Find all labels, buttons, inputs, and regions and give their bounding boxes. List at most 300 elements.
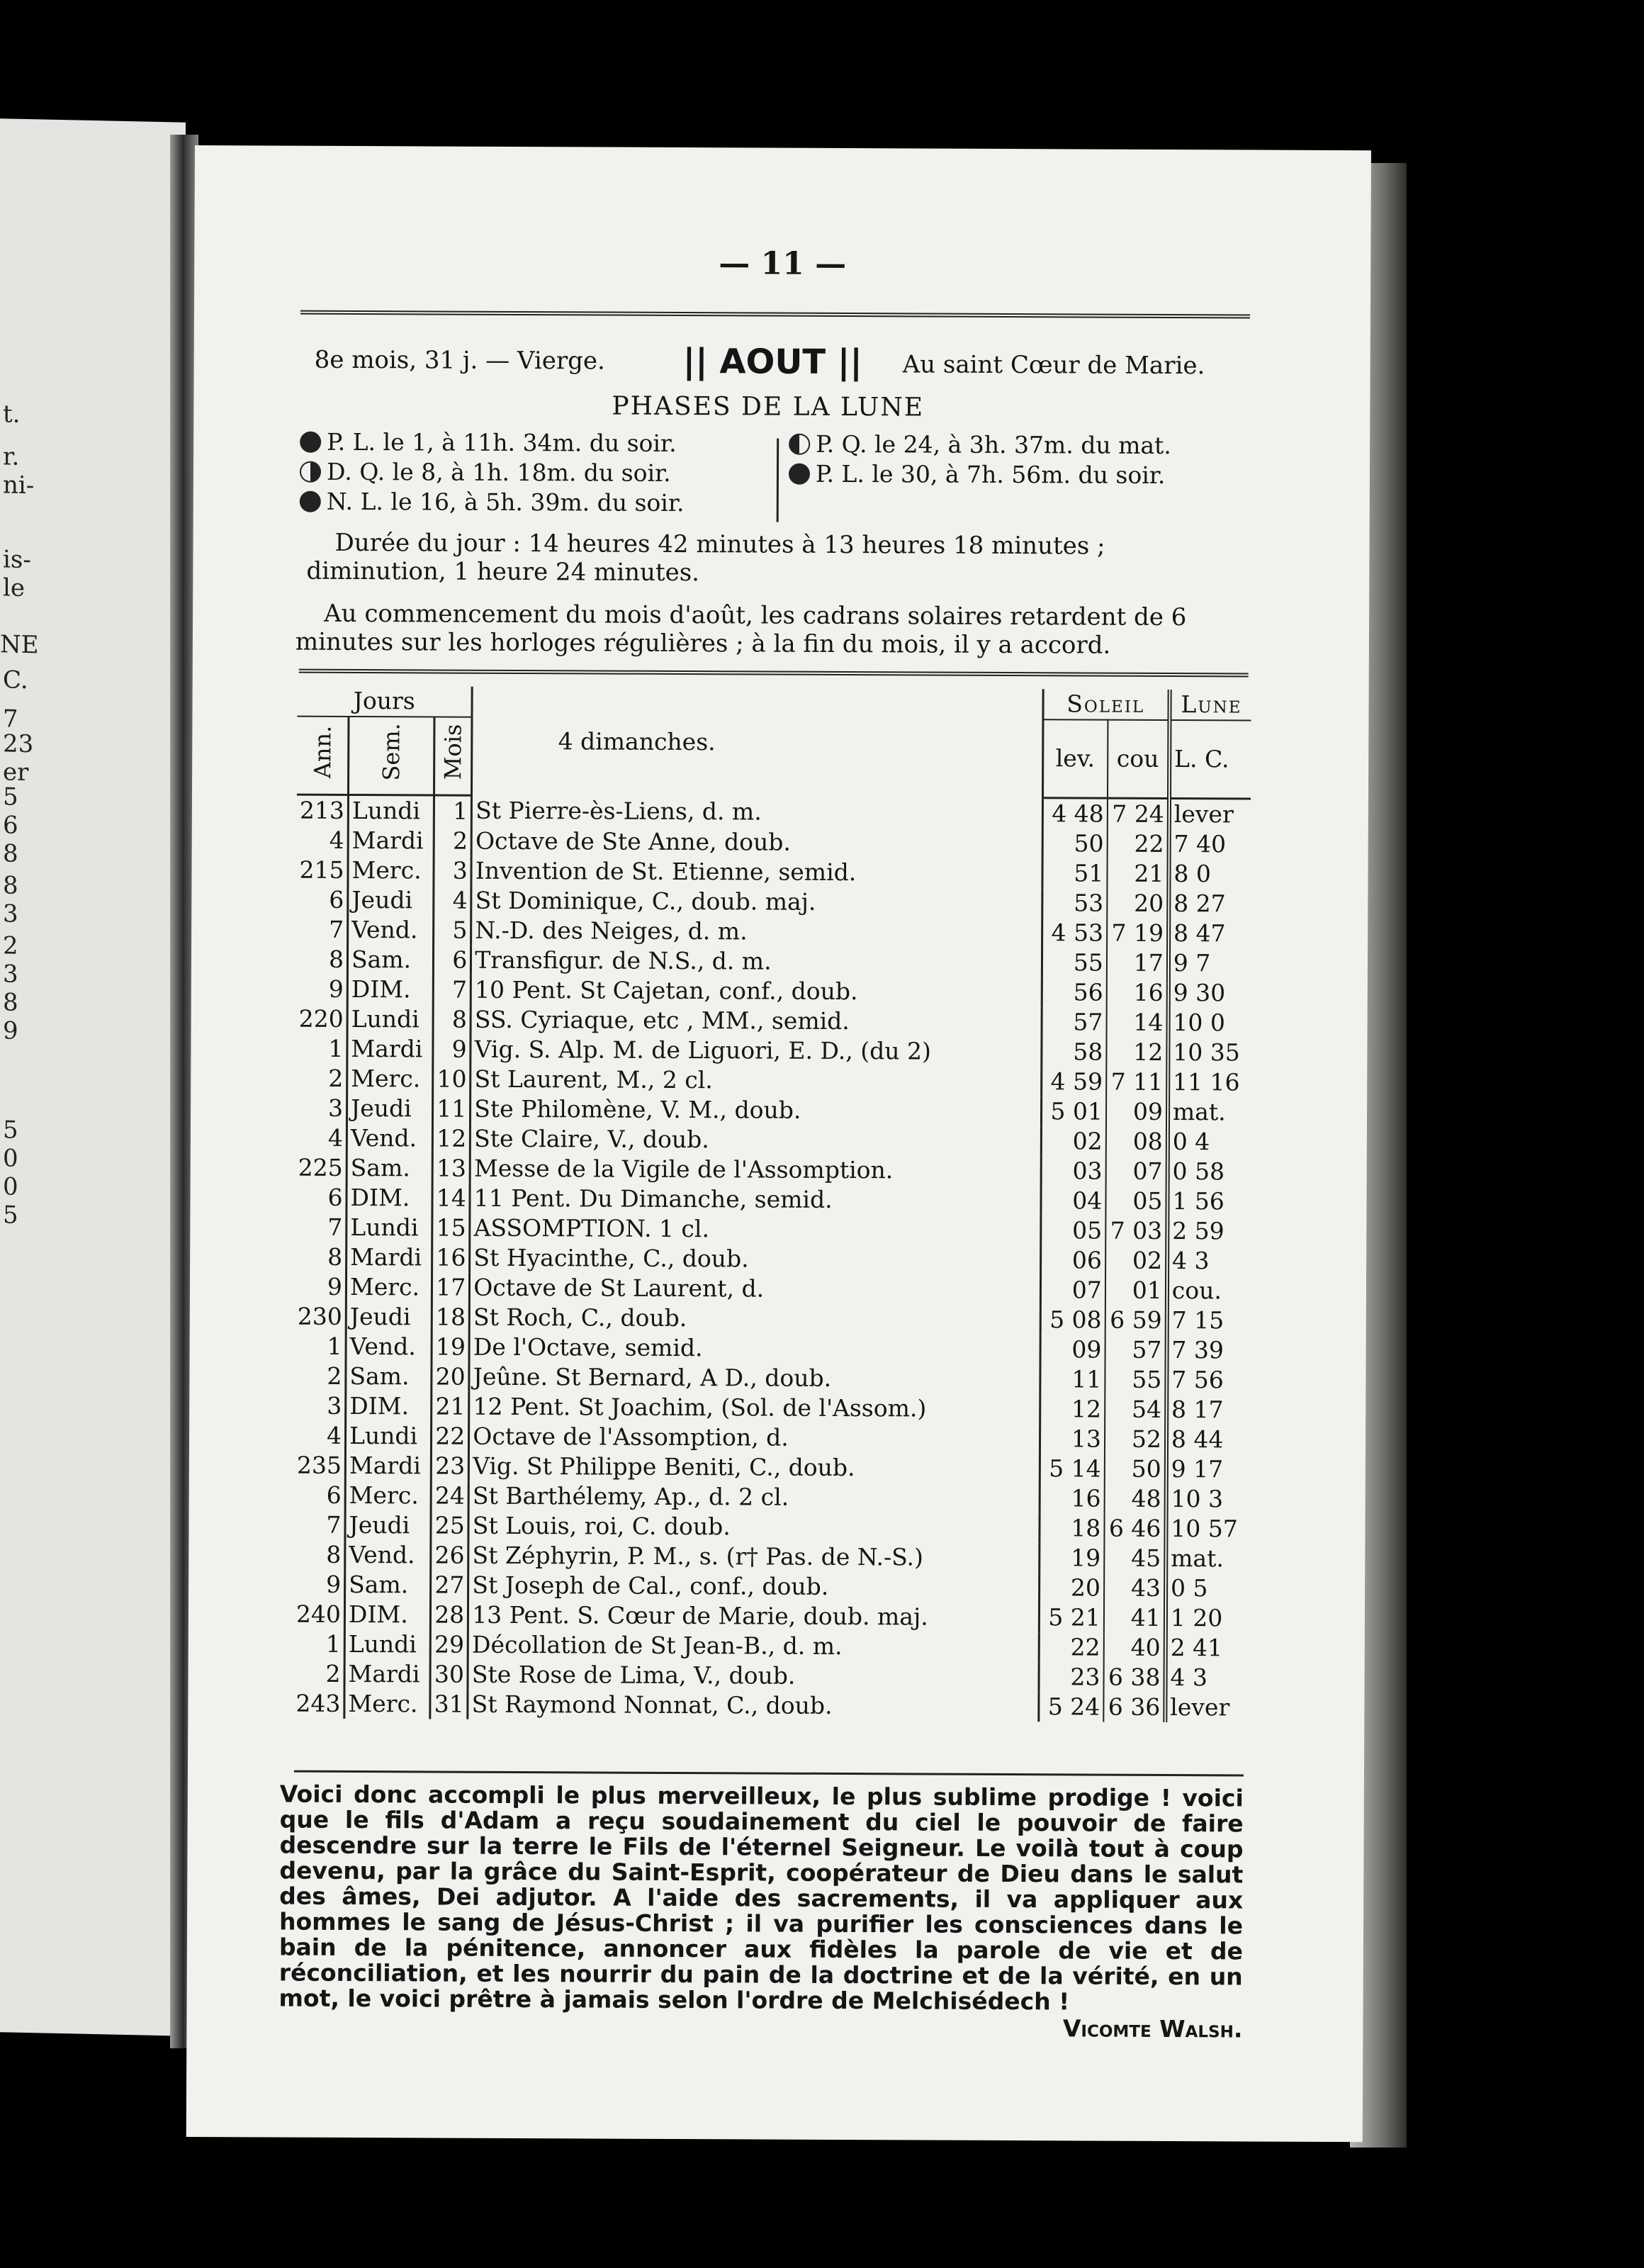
- calendar-row: [296, 914, 1250, 948]
- month-info: 8e mois, 31 j. — Vierge.: [314, 345, 605, 376]
- moon-cell: 1 20: [1170, 1603, 1223, 1632]
- ann-cell: 6: [295, 1182, 347, 1212]
- moon-cell: 0 4: [1172, 1127, 1210, 1155]
- left-page-fragment: 8: [3, 871, 18, 900]
- day-cell: 29: [430, 1629, 468, 1659]
- day-cell: 7: [433, 975, 471, 1004]
- weekday-cell: DIM.: [347, 1182, 432, 1213]
- new-moon-icon: [300, 491, 321, 512]
- ann-cell: 215: [296, 855, 348, 885]
- ann-cell: 4: [294, 1420, 346, 1450]
- saint-cell: Octave de Ste Anne, doub.: [471, 826, 1042, 858]
- day-cell: 21: [432, 1391, 469, 1421]
- sunrise-cell: 51: [1042, 858, 1108, 888]
- sunrise-cell: 20: [1039, 1573, 1104, 1602]
- saint-cell: Vig. S. Alp. M. de Liguori, E. D., (du 2): [471, 1034, 1041, 1067]
- saint-cell: Messe de la Vigile de l'Assomption.: [470, 1153, 1040, 1186]
- left-page-fragment: er: [3, 758, 29, 787]
- sunrise-cell: 11: [1040, 1364, 1105, 1394]
- sundial-note: Au commencement du mois d'août, les cadrans solaires retardent de 6 minutes sur les horloges régulières ; à la fin du mois, il y a accord.: [295, 599, 1187, 660]
- day-cell: 27: [431, 1570, 468, 1600]
- ann-cell: 4: [295, 1123, 347, 1152]
- phase-full-moon-1: P. L. le 1, à 11h. 34m. du soir.: [300, 428, 677, 457]
- saint-cell: N.-D. des Neiges, d. m.: [471, 915, 1042, 948]
- moon-cell: 9 17: [1171, 1454, 1224, 1483]
- saint-cell: Transfigur. de N.S., d. m.: [471, 945, 1042, 977]
- ann-cell: 8: [295, 1242, 347, 1271]
- moon-cell: cou.: [1171, 1276, 1222, 1304]
- calendar-row: [293, 1569, 1247, 1603]
- day-cell: 31: [430, 1689, 468, 1719]
- calendar-row: [295, 1182, 1249, 1216]
- sunset-cell: 55: [1105, 1364, 1166, 1394]
- left-page-fragment: 8: [3, 839, 18, 868]
- sunrise-cell: 23: [1039, 1662, 1104, 1692]
- sunrise-cell: 58: [1041, 1037, 1106, 1067]
- moon-cell: 10 35: [1173, 1038, 1240, 1066]
- calendar-row: [293, 1539, 1247, 1573]
- saint-cell: SS. Cyriaque, etc , MM., semid.: [471, 1004, 1041, 1037]
- calendar-row: [296, 974, 1250, 1008]
- sunset-cell: 7 24: [1108, 798, 1169, 829]
- saint-cell: Octave de l'Assomption, d.: [469, 1421, 1040, 1454]
- calendar-row: [295, 1271, 1249, 1306]
- weekday-cell: Sam.: [345, 1569, 431, 1600]
- day-cell: 8: [433, 1004, 471, 1034]
- moon-cell: 8 44: [1171, 1425, 1224, 1453]
- left-page-fragment: 6: [3, 811, 18, 840]
- moon-cell: 10 57: [1171, 1514, 1238, 1542]
- moon-cell: 7 40: [1173, 829, 1227, 858]
- weekday-cell: Lundi: [347, 1004, 433, 1034]
- calendar-row: [295, 1301, 1249, 1335]
- saint-cell: St Roch, C., doub.: [469, 1302, 1040, 1335]
- sunset-cell: 6 59: [1105, 1305, 1167, 1335]
- day-cell: 23: [432, 1451, 469, 1481]
- calendar-row: [293, 1629, 1247, 1663]
- moon-cell: 4 3: [1170, 1663, 1208, 1691]
- sunrise-cell: 5 01: [1041, 1096, 1106, 1126]
- left-facing-page: [0, 118, 186, 2036]
- ann-cell: 9: [293, 1569, 345, 1599]
- sunrise-cell: 5 21: [1039, 1602, 1104, 1632]
- sunset-cell: 6 46: [1104, 1513, 1166, 1543]
- calendar-rows: [293, 795, 1251, 1722]
- sunrise-cell: 5 14: [1040, 1454, 1105, 1483]
- closing-quote: Voici donc accompli le plus merveilleux, le plus sublime prodige ! voici que le fils d'Adam a reçu soudainement du ciel le pouvoir de faire descendre sur la terre le Fils de l'éternel Seigneur. Le voilà tout à coup devenu, par la grâce du Saint-Esprit, coopérateur de Dieu dans le salut des âmes, Dei adjutor. A l'aide des sacrements, il va appliquer aux hommes le sang de Jésus-Christ ; il va purifier les consciences dans le bain de la pénitence, annoncer aux fidèles la parole de vie et de réconciliation, et les nourrir du pain de la doctrine et de la vérité, en un mot, le voici prêtre à jamais selon l'ordre de Melchisédech ! Vicomte Walsh.: [278, 1780, 1244, 2043]
- ann-cell: 2: [295, 1063, 347, 1093]
- phase-first-quarter: P. Q. le 24, à 3h. 37m. du mat.: [789, 430, 1171, 459]
- weekday-cell: Mardi: [347, 1033, 433, 1064]
- full-moon-icon: [300, 432, 321, 453]
- calendar-table: [293, 686, 1251, 1722]
- sunset-cell: 6 36: [1103, 1692, 1165, 1722]
- phases-divider: [777, 439, 779, 522]
- left-page-fragment: 2: [3, 931, 18, 960]
- moon-cell: 4 3: [1171, 1246, 1210, 1274]
- month-dedication: Au saint Cœur de Marie.: [902, 350, 1205, 381]
- table-top-rule: [299, 669, 1249, 678]
- page-number: — 11 —: [719, 245, 847, 283]
- almanac-page: [186, 145, 1371, 2142]
- saint-cell: St Hyacinthe, C., doub.: [470, 1242, 1040, 1275]
- sunrise-cell: 09: [1040, 1335, 1105, 1364]
- sunrise-cell: 53: [1042, 888, 1107, 918]
- day-cell: 6: [434, 945, 471, 975]
- moon-cell: 7 39: [1171, 1335, 1224, 1364]
- ann-cell: 243: [293, 1688, 344, 1718]
- left-page-fragment: 7: [3, 704, 18, 734]
- moon-cell: 2 59: [1172, 1216, 1224, 1245]
- calendar-row: [296, 855, 1250, 889]
- sunset-cell: 41: [1104, 1602, 1166, 1632]
- sunrise-cell: 04: [1041, 1186, 1106, 1216]
- phases-title: PHASES DE LA LUNE: [612, 391, 925, 422]
- saint-cell: ASSOMPTION. 1 cl.: [470, 1213, 1040, 1245]
- saint-cell: St Pierre-ès-Liens, d. m.: [472, 795, 1042, 829]
- moon-cell: lever: [1173, 799, 1234, 828]
- calendar-row: [295, 1331, 1249, 1365]
- saint-cell: Ste Philomène, V. M., doub.: [471, 1094, 1041, 1126]
- saint-cell: St Joseph de Cal., conf., doub.: [468, 1570, 1039, 1602]
- day-cell: 12: [433, 1123, 471, 1153]
- jours-header: Jours: [297, 686, 472, 717]
- day-cell: 4: [434, 885, 471, 915]
- calendar-row: [296, 885, 1250, 919]
- weekday-cell: Jeudi: [345, 1510, 431, 1540]
- moon-cell: 8 0: [1173, 859, 1211, 887]
- calendar-row: [295, 1093, 1249, 1127]
- left-page-fragment: le: [3, 573, 25, 602]
- calendar-row: [295, 1123, 1249, 1157]
- saint-cell: Jeûne. St Bernard, A D., doub.: [469, 1362, 1040, 1394]
- sunrise-cell: 06: [1040, 1245, 1105, 1275]
- left-page-fragment: 8: [3, 988, 18, 1017]
- weekday-cell: Vend.: [347, 1123, 432, 1153]
- day-cell: 18: [432, 1302, 469, 1332]
- sunrise-cell: 18: [1039, 1513, 1104, 1543]
- lune-header: Lune: [1169, 690, 1251, 721]
- sunrise-cell: 5 08: [1040, 1305, 1105, 1335]
- phase-last-quarter: D. Q. le 8, à 1h. 18m. du soir.: [300, 458, 671, 487]
- left-page-fragment: 5: [3, 1201, 18, 1230]
- first-quarter-moon-icon: [789, 434, 810, 455]
- weekday-cell: DIM.: [344, 1599, 430, 1629]
- day-cell: 1: [434, 795, 472, 826]
- ann-cell: 8: [293, 1539, 345, 1569]
- sunset-cell: 7 19: [1107, 918, 1169, 948]
- calendar-row: [294, 1450, 1248, 1484]
- left-page-fragment: 3: [3, 960, 18, 989]
- ann-cell: 235: [294, 1450, 346, 1480]
- soleil-header: Soleil: [1043, 689, 1170, 720]
- sunrise-cell: 07: [1040, 1275, 1105, 1305]
- saint-cell: St Zéphyrin, P. M., s. (r† Pas. de N.-S.): [468, 1540, 1039, 1573]
- left-page-fragment: 5: [3, 1116, 18, 1145]
- sunrise-cell: 22: [1039, 1632, 1104, 1662]
- saint-cell: St Louis, roi, C. doub.: [468, 1510, 1039, 1543]
- weekday-cell: Lundi: [347, 1212, 432, 1242]
- ann-cell: 3: [294, 1391, 346, 1420]
- left-page-fragment: 0: [3, 1172, 18, 1201]
- calendar-row: [295, 1063, 1249, 1097]
- moon-cell: 9 30: [1173, 978, 1226, 1006]
- moon-cell: 10 0: [1173, 1008, 1226, 1036]
- weekday-cell: Sam.: [346, 1361, 432, 1391]
- sunset-cell: 45: [1104, 1543, 1166, 1573]
- sunrise-cell: 56: [1042, 977, 1107, 1007]
- left-page-fragment: 0: [3, 1144, 18, 1173]
- weekday-cell: Mardi: [348, 825, 434, 855]
- calendar-row: [295, 1152, 1249, 1186]
- saint-cell: Invention de St. Etienne, semid.: [471, 855, 1042, 888]
- moon-cell: 0 5: [1170, 1573, 1208, 1602]
- moon-cell: mat.: [1172, 1097, 1226, 1125]
- dimanches-header: 4 dimanches.: [472, 687, 1043, 798]
- day-length-note: Durée du jour : 14 heures 42 minutes à 13 heures 18 minutes ; diminution, 1 heure 24 minutes.: [306, 528, 1105, 588]
- moon-cell: lever: [1170, 1692, 1230, 1721]
- ann-cell: 230: [295, 1301, 347, 1331]
- sunset-cell: 48: [1104, 1483, 1166, 1513]
- saint-cell: 13 Pent. S. Cœur de Marie, doub. maj.: [468, 1600, 1039, 1632]
- day-cell: 10: [433, 1064, 471, 1094]
- quote-signature: Vicomte Walsh.: [1062, 2014, 1243, 2043]
- sunset-cell: 16: [1107, 977, 1169, 1007]
- sunset-cell: 02: [1105, 1245, 1167, 1275]
- sunset-cell: 05: [1105, 1186, 1167, 1216]
- calendar-row: [293, 1599, 1247, 1633]
- moon-cell: 7 15: [1171, 1306, 1224, 1334]
- moon-cell: 8 17: [1171, 1395, 1224, 1423]
- ann-cell: 7: [293, 1510, 345, 1539]
- left-page-fragment: NE: [0, 630, 39, 660]
- saint-cell: Ste Rose de Lima, V., doub.: [468, 1659, 1038, 1692]
- weekday-cell: Merc.: [348, 855, 434, 885]
- calendar-row: [297, 825, 1251, 859]
- weekday-cell: Merc.: [347, 1063, 433, 1094]
- left-page-fragment: C.: [3, 666, 28, 695]
- weekday-cell: Merc.: [346, 1271, 432, 1302]
- ann-cell: 7: [295, 1212, 347, 1242]
- sunset-cell: 50: [1105, 1454, 1166, 1483]
- calendar-row: [294, 1391, 1248, 1425]
- moon-cell: 11 16: [1173, 1067, 1240, 1096]
- sunset-cell: 08: [1106, 1126, 1168, 1156]
- saint-cell: Vig. St Philippe Beniti, C., doub.: [469, 1451, 1040, 1483]
- calendar-row: [294, 1480, 1248, 1514]
- header-rule: [300, 310, 1250, 319]
- ann-cell: 9: [296, 974, 348, 1004]
- day-cell: 13: [432, 1153, 470, 1183]
- saint-cell: 11 Pent. Du Dimanche, semid.: [470, 1183, 1040, 1216]
- saint-cell: Décollation de St Jean-B., d. m.: [468, 1629, 1038, 1662]
- weekday-cell: Vend.: [348, 914, 434, 945]
- sunset-cell: 07: [1105, 1156, 1167, 1186]
- day-cell: 2: [434, 826, 471, 855]
- sunset-cell: 01: [1105, 1275, 1167, 1305]
- day-cell: 24: [431, 1481, 468, 1510]
- sunset-cell: 40: [1104, 1632, 1166, 1662]
- day-cell: 15: [432, 1213, 470, 1242]
- ann-cell: 1: [293, 1629, 345, 1658]
- sunrise-cell: 12: [1040, 1394, 1105, 1424]
- sunrise-cell: 4 48: [1042, 797, 1108, 829]
- day-cell: 16: [432, 1242, 470, 1272]
- saint-cell: St Barthélemy, Ap., d. 2 cl.: [468, 1481, 1039, 1513]
- ann-cell: 6: [294, 1480, 346, 1510]
- sunset-cell: 7 03: [1105, 1216, 1167, 1245]
- ann-cell: 2: [293, 1658, 345, 1688]
- sunset-cell: 21: [1107, 858, 1169, 888]
- sunset-cell: 6 38: [1103, 1662, 1165, 1692]
- calendar-row: [296, 944, 1250, 978]
- sunset-cell: 17: [1107, 948, 1169, 977]
- sunrise-cell: 05: [1040, 1216, 1105, 1245]
- saint-cell: St Raymond Nonnat, C., doub.: [468, 1689, 1038, 1722]
- calendar-row: [295, 1212, 1249, 1246]
- weekday-cell: Mardi: [347, 1242, 432, 1272]
- saint-cell: Octave de St Laurent, d.: [470, 1272, 1040, 1305]
- calendar-row: [295, 1242, 1249, 1276]
- last-quarter-moon-icon: [300, 461, 321, 483]
- ann-cell: 220: [296, 1004, 348, 1033]
- calendar-row: [293, 1658, 1247, 1692]
- weekday-cell: Lundi: [348, 795, 434, 826]
- sem-header: Sem.: [349, 717, 435, 795]
- ann-cell: 4: [297, 825, 349, 855]
- day-cell: 26: [431, 1540, 468, 1570]
- moon-cell: 7 56: [1171, 1365, 1224, 1393]
- moon-cell: 0 58: [1172, 1157, 1225, 1185]
- sunrise-cell: 4 59: [1041, 1067, 1106, 1096]
- ann-cell: 2: [294, 1361, 346, 1391]
- weekday-cell: Jeudi: [348, 885, 434, 915]
- day-cell: 14: [432, 1183, 470, 1213]
- sunrise-cell: 57: [1042, 1007, 1107, 1037]
- weekday-cell: Sam.: [347, 1152, 432, 1183]
- moon-cell: 1 56: [1172, 1186, 1224, 1215]
- table-bottom-rule: [294, 1770, 1244, 1777]
- ann-cell: 213: [297, 795, 349, 826]
- moon-cell: 8 27: [1173, 889, 1226, 917]
- ann-cell: 3: [295, 1093, 347, 1123]
- day-cell: 9: [433, 1034, 471, 1064]
- left-page-fragment: t.: [3, 400, 21, 429]
- weekday-cell: Lundi: [344, 1629, 430, 1659]
- saint-cell: 10 Pent. St Cajetan, conf., doub.: [471, 975, 1041, 1007]
- ann-cell: 1: [295, 1331, 347, 1361]
- left-page-fragment: 9: [3, 1016, 18, 1045]
- day-cell: 5: [434, 915, 471, 945]
- sunset-cell: 09: [1106, 1096, 1168, 1126]
- sunset-cell: 20: [1107, 888, 1169, 918]
- day-cell: 30: [430, 1659, 468, 1689]
- sunset-cell: 57: [1105, 1335, 1166, 1364]
- ann-cell: 225: [295, 1152, 347, 1182]
- left-page-fragment: ni-: [3, 471, 35, 500]
- ann-cell: 6: [296, 885, 348, 914]
- weekday-cell: Vend.: [345, 1539, 431, 1570]
- saint-cell: St Dominique, C., doub. maj.: [471, 885, 1042, 918]
- day-cell: 20: [432, 1362, 469, 1391]
- moon-cell: 2 41: [1170, 1633, 1223, 1661]
- ann-header: Ann.: [297, 717, 349, 795]
- moon-cell: 8 47: [1173, 919, 1226, 947]
- left-page-fragment: 3: [3, 899, 18, 928]
- moon-cell: mat.: [1171, 1544, 1224, 1572]
- ann-cell: 9: [295, 1271, 347, 1301]
- weekday-cell: Sam.: [347, 944, 433, 975]
- lc-header: L. C.: [1169, 720, 1251, 799]
- sunrise-cell: 5 24: [1038, 1692, 1103, 1722]
- day-cell: 19: [432, 1332, 469, 1362]
- sunrise-cell: 19: [1039, 1543, 1104, 1573]
- calendar-row: [293, 1688, 1246, 1722]
- left-page-fragment: 23: [3, 729, 34, 759]
- ann-cell: 240: [293, 1599, 345, 1629]
- saint-cell: Ste Claire, V., doub.: [471, 1123, 1041, 1156]
- ann-cell: 8: [296, 944, 348, 974]
- weekday-cell: Jeudi: [347, 1093, 432, 1123]
- weekday-cell: DIM.: [346, 1391, 432, 1421]
- phase-full-moon-2: P. L. le 30, à 7h. 56m. du soir.: [789, 460, 1166, 489]
- sunset-cell: 43: [1104, 1573, 1166, 1602]
- calendar-row: [295, 1033, 1249, 1067]
- sunset-cell: 14: [1106, 1007, 1168, 1037]
- sunset-cell: 54: [1105, 1394, 1166, 1424]
- sunset-cell: 22: [1107, 829, 1169, 858]
- cou-header: cou: [1108, 720, 1170, 798]
- ann-cell: 7: [296, 914, 348, 944]
- sunrise-cell: 03: [1041, 1156, 1106, 1186]
- weekday-cell: DIM.: [347, 974, 433, 1004]
- calendar-row: [293, 1510, 1247, 1544]
- weekday-cell: Lundi: [345, 1420, 431, 1451]
- lev-header: lev.: [1042, 719, 1108, 797]
- mois-header: Mois: [434, 717, 472, 795]
- weekday-cell: Mardi: [344, 1658, 430, 1689]
- calendar-row: [294, 1420, 1248, 1454]
- calendar-row: [294, 1361, 1248, 1395]
- saint-cell: De l'Octave, semid.: [469, 1332, 1040, 1364]
- sunset-cell: 12: [1106, 1037, 1168, 1067]
- weekday-cell: Merc.: [344, 1688, 430, 1719]
- full-moon-icon: [789, 464, 810, 485]
- sunrise-cell: 16: [1040, 1483, 1105, 1513]
- sunrise-cell: 02: [1041, 1126, 1106, 1156]
- weekday-cell: Jeudi: [346, 1301, 432, 1332]
- weekday-cell: Mardi: [345, 1450, 431, 1481]
- moon-cell: 10 3: [1171, 1484, 1224, 1512]
- day-cell: 22: [432, 1421, 469, 1451]
- saint-cell: 12 Pent. St Joachim, (Sol. de l'Assom.): [469, 1391, 1040, 1424]
- phase-new-moon: N. L. le 16, à 5h. 39m. du soir.: [300, 488, 685, 517]
- left-page-fragment: is-: [3, 545, 31, 575]
- moon-cell: 9 7: [1173, 948, 1211, 977]
- day-cell: 28: [431, 1600, 468, 1629]
- ann-cell: 1: [295, 1033, 347, 1063]
- day-cell: 25: [431, 1510, 468, 1540]
- weekday-cell: Merc.: [345, 1480, 431, 1510]
- left-page-fragment: r.: [3, 442, 20, 471]
- sunset-cell: 7 11: [1106, 1067, 1168, 1096]
- sunrise-cell: 50: [1042, 829, 1108, 858]
- sunrise-cell: 13: [1040, 1424, 1105, 1454]
- sunrise-cell: 55: [1042, 948, 1107, 977]
- calendar-row: [296, 1004, 1250, 1038]
- month-title: || AOUT ||: [682, 342, 863, 383]
- sunset-cell: 52: [1105, 1424, 1166, 1454]
